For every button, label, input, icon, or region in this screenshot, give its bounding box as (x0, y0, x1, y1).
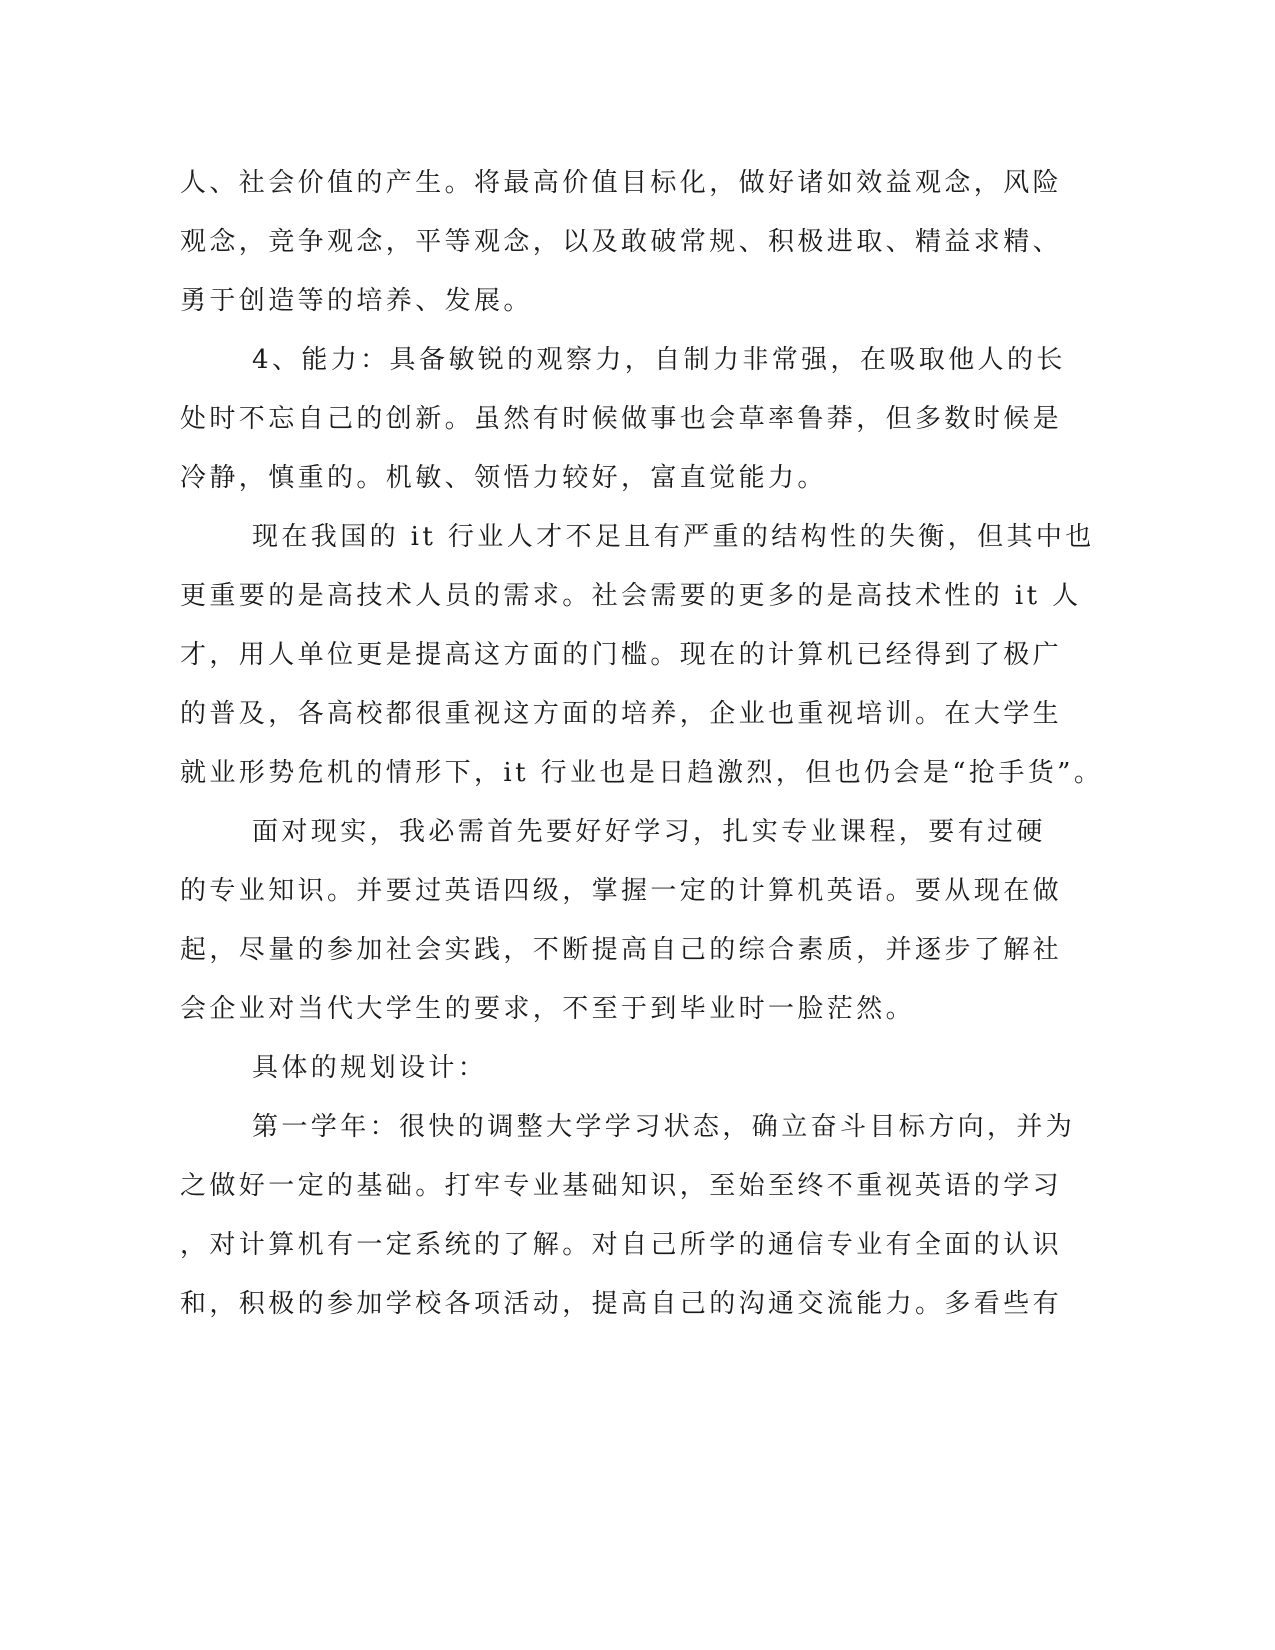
paragraph-start-line: 现在我国的 it 行业人才不足且有严重的结构性的失衡，但其中也 (252, 522, 1095, 552)
text-line: 会企业对当代大学生的要求，不至于到毕业时一脸茫然。 (180, 994, 916, 1024)
text-line: ，对计算机有一定系统的了解。对自己所学的通信专业有全面的认识 (180, 1230, 1063, 1260)
paragraph-start-line: 面对现实，我必需首先要好好学习，扎实专业课程，要有过硬 (252, 817, 1046, 847)
text-line: 冷静，慎重的。机敏、领悟力较好，富直觉能力。 (180, 463, 827, 493)
text-line: 和，积极的参加学校各项活动，提高自己的沟通交流能力。多看些有 (180, 1289, 1063, 1319)
text-line: 勇于创造等的培养、发展。 (180, 286, 533, 316)
text-line: 观念，竞争观念，平等观念，以及敢破常规、积极进取、精益求精、 (180, 227, 1063, 257)
text-line: 之做好一定的基础。打牢专业基础知识，至始至终不重视英语的学习 (180, 1171, 1063, 1201)
text-line: 更重要的是高技术人员的需求。社会需要的更多的是高技术性的 it 人 (180, 581, 1082, 611)
paragraph-start-line: 第一学年：很快的调整大学学习状态，确立奋斗目标方向，并为 (252, 1112, 1076, 1142)
text-line: 就业形势危机的情形下，it 行业也是日趋激烈，但也仍会是“抢手货”。 (180, 758, 1104, 788)
text-line: 人、社会价值的产生。将最高价值目标化，做好诸如效益观念，风险 (180, 168, 1063, 198)
text-line: 的专业知识。并要过英语四级，掌握一定的计算机英语。要从现在做 (180, 876, 1063, 906)
body-text (180, 154, 1104, 1334)
text-line: 才，用人单位更是提高这方面的门槛。现在的计算机已经得到了极广 (180, 640, 1063, 670)
section-heading-line: 具体的规划设计： (252, 1053, 488, 1083)
text-line: 处时不忘自己的创新。虽然有时候做事也会草率鲁莽，但多数时候是 (180, 404, 1063, 434)
paragraph-start-line: 4、能力：具备敏锐的观察力，自制力非常强，在吸取他人的长 (252, 345, 1066, 375)
text-line: 的普及，各高校都很重视这方面的培养，企业也重视培训。在大学生 (180, 699, 1063, 729)
text-line: 起，尽量的参加社会实践，不断提高自己的综合素质，并逐步了解社 (180, 935, 1063, 965)
